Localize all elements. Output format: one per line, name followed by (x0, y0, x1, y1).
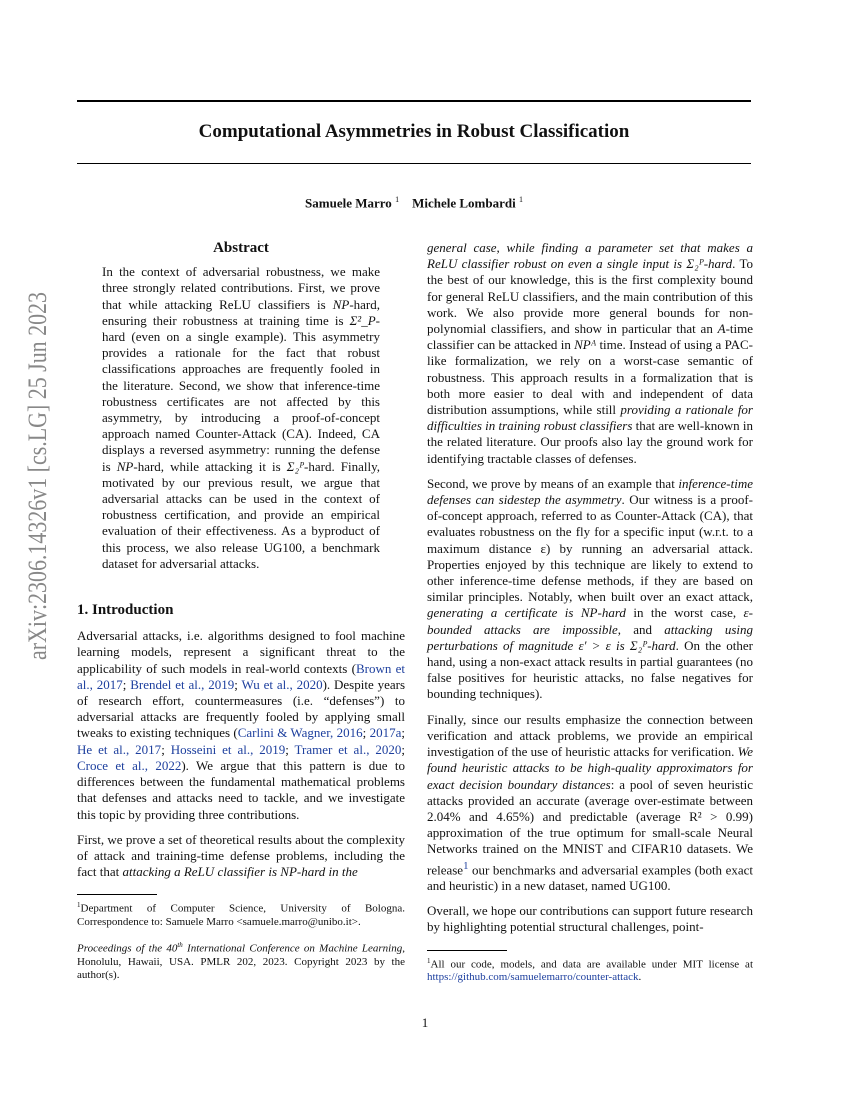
arxiv-stamp (16, 290, 56, 660)
title-rule-bottom (77, 163, 751, 164)
citation-link[interactable]: He et al., 2017 (77, 741, 162, 757)
citation-link[interactable]: Carlini & Wagner, 2016 (237, 725, 363, 741)
citation-link[interactable]: Brown et al., 2017 (77, 660, 405, 692)
citation-link[interactable]: Wu et al., 2020 (241, 676, 323, 692)
arxiv-identifier: arXiv:2306.14326v1 [cs.LG] 25 Jun 2023 (23, 290, 52, 660)
footnote-divider (77, 894, 157, 895)
footnote-divider (427, 950, 507, 951)
abstract-body: In the context of adversarial robustness, we make three strongly related contributions. First, we prove that while attacking ReLU classifiers is NP-hard, ensuring their robustness at training time is Σ²_P-hard (even on a single example). This asymmetry provides a rationale for the fact that robust classifications approaches are frequently fooled in the literature. Second, we show that inference-time robustness certificates are not affected by this asymmetry, by introducing a proof-of-concept approach named Counter-Attack (CA). Indeed, CA displays a reversed asymmetry: running the defense is NP-hard, while attacking it is Σ₂ᴾ-hard. Finally, motivated by our previous result, we argue that adversarial attacks can be used in the context of robustness certification, and provide an empirical evaluation of their effectiveness. As a byproduct of this process, we also release UG100, a benchmark dataset for adversarial attacks. (102, 264, 381, 571)
paper-title: Computational Asymmetries in Robust Classification (198, 121, 630, 142)
citation-link[interactable]: 2017a (369, 725, 402, 741)
proceedings-note: Proceedings of the 40th International Conference on Machine Learning, Honolulu, Hawaii, USA. PMLR 202, 2023. Copyright 2023 by the author(s). (77, 940, 405, 981)
right-column (427, 240, 753, 984)
abstract-heading: Abstract (213, 240, 269, 256)
title-rule-top (77, 100, 751, 102)
paragraph: Finally, since our results emphasize the connection between verification and attack problems, we provide an empirical investigation of the use of heuristic attacks for verification. We found heuristic attacks to be high-quality approximators for exact decision boundary distances: a pool of seven heuristic attacks provided an accurate (average over-estimate between 2.04% and 4.65%) and predictable (average R² > 0.99) approximation of the true optimum for small-scale Neural Networks trained on the MNIST and CIFAR10 datasets. We release$^1$ our benchmarks and adversarial examples (both exact and heuristic) in a new dataset, named UG100. (427, 711, 753, 894)
paragraph: Second, we prove by means of an example that inference-time defenses can sidestep the asymmetry. Our witness is a proof-of-concept approach, referred to as Counter-Attack (CA), that evaluates robustness on the fly for a specific input (w.r.t. to a maximum distance ε) by running an adversarial attack. Properties enjoyed by this technique are likely to extend to other inference-time defense methods, if they are based on similar principles. Notably, when built over an exact attack, generating a certificate is NP-hard in the worst case, ε-bounded attacks are impossible, and attacking using perturbations of magnitude ε′ > ε is Σ₂ᴾ-hard. On the other hand, using a non-exact attack results in partial guarantees (no false positives for heuristic attacks, no false negatives for bounding techniques). (427, 475, 754, 702)
citation-link[interactable]: Tramer et al., 2020 (294, 741, 402, 757)
paragraph: Overall, we hope our contributions can support future research by highlighting potential structural challenges, point- (427, 903, 753, 935)
paragraph: Adversarial attacks, i.e. algorithms designed to fool machine learning models, represent a significant threat to the applicability of such models in real-world contexts (Brown et al., 2017; Brendel et al., 2019; Wu et al., 2020). Despite years of research effort, countermeasures (i.e. “defenses”) to adversarial attacks are frequently fooled by applying small tweaks to existing techniques (Carlini & Wagner, 2016; 2017a; He et al., 2017; Hosseini et al., 2019; Tramer et al., 2020; Croce et al., 2022). We argue that this pattern is due to differences between the fundamental mathematical problems that defenses and attacks need to tackle, and we investigate this topic by providing three contributions. (77, 628, 406, 822)
footnote-code: $^1$All our code, models, and data are available under MIT license at https://github.com/samuelemarro/counter-attack. (427, 956, 753, 984)
author-name: Michele Lombardi (412, 195, 516, 211)
github-link[interactable]: https://github.com/samuelemarro/counter-attack (427, 971, 639, 984)
affiliation-mark: 1 (518, 195, 523, 204)
section-heading-introduction: 1. Introduction (77, 602, 174, 619)
citation-link[interactable]: Brendel et al., 2019 (130, 676, 235, 692)
paragraph: general case, while finding a parameter set that makes a ReLU classifier robust on even a single input is Σ₂ᴾ-hard. To the best of our knowledge, this is the first complexity bound for general ReLU classifiers, and the main contribution of this work. We also provide more general bounds for non-polynomial classifiers, and show in particular that an A-time classifier can be attacked in NPᴬ time. Instead of using a PAC-like formalization, we rely on a worst-case semantic of robustness. This approach results in a formalization that is both more easier to deal with and independent of data distribution assumptions, while still providing a rationale for difficulties in training robust classifiers that are well-known in the related literature. Our proofs also lay the ground work for identifying tractable classes of defenses. (427, 240, 754, 466)
footnote-marker[interactable]: 1 (463, 859, 469, 872)
author-list (77, 195, 751, 211)
left-column (77, 240, 405, 982)
footnote-affiliation: $^1$Department of Computer Science, University of Bologna. Correspondence to: Samuele Marro <samuele.marro@unibo.it>. (77, 901, 405, 928)
paragraph: First, we prove a set of theoretical results about the complexity of attack and training-time defense problems, including the fact that attacking a ReLU classifier is NP-hard in the (77, 831, 405, 880)
citation-link[interactable]: Hosseini et al., 2019 (170, 741, 286, 757)
affiliation-mark: 1 (395, 195, 400, 204)
page-number: 1 (421, 1015, 429, 1030)
author-name: Samuele Marro (305, 195, 392, 211)
citation-link[interactable]: Croce et al., 2022 (77, 757, 182, 773)
